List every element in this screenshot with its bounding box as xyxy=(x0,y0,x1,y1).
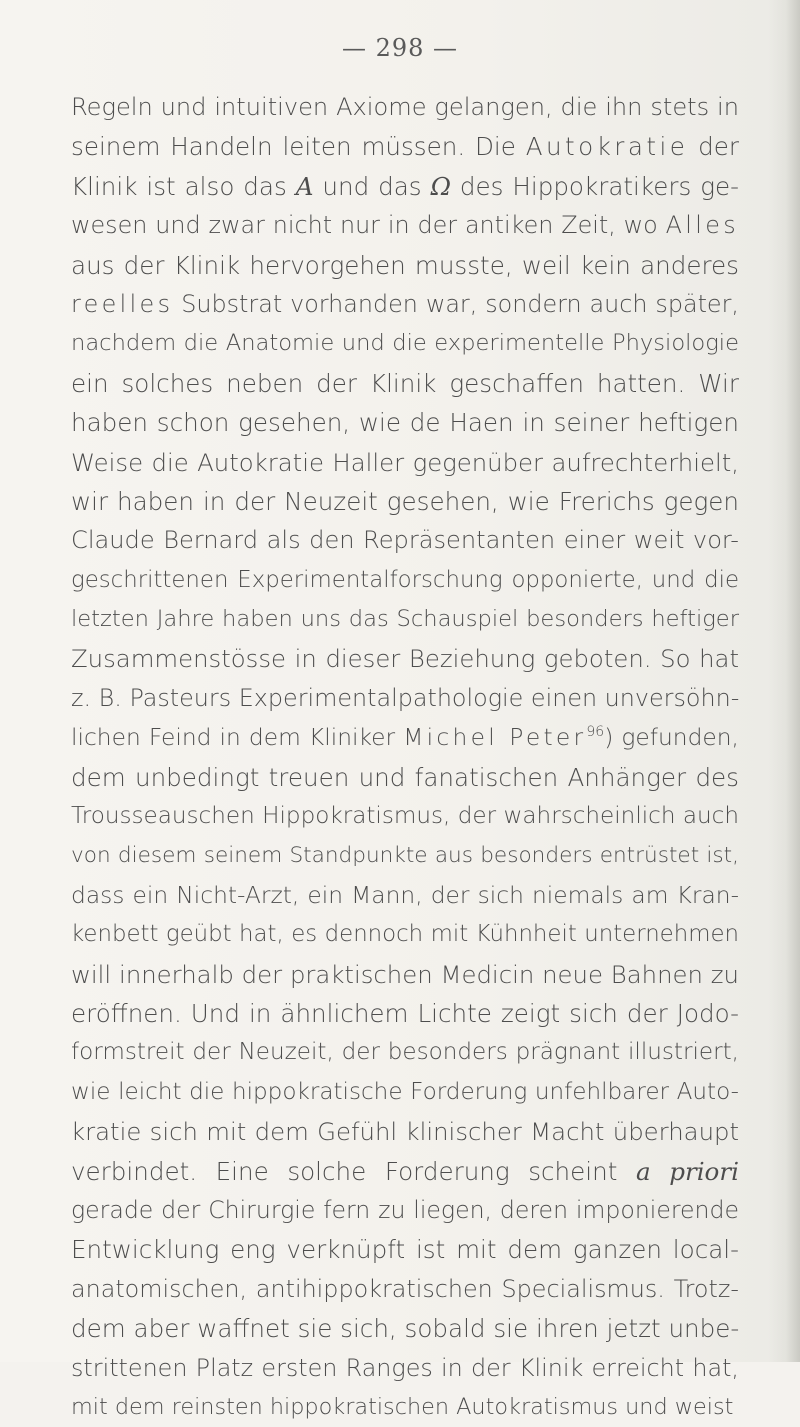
text-line xyxy=(71,1152,739,1191)
text-line: aus der Klinik hervorgehen musste, weil kein anderes xyxy=(71,250,739,280)
text-line: kenbett geübt hat, es dennoch mit Kühnheit unternehmen xyxy=(71,921,739,948)
text-line: strittenen Platz ersten Ranges in der Klinik erreicht hat, xyxy=(71,1353,739,1382)
text-span: ) gefunden, xyxy=(604,723,739,752)
page-number: — 298 — xyxy=(341,34,459,62)
text-line: Entwicklung eng verknüpft ist mit dem ganzen local- xyxy=(71,1235,739,1265)
text-line: wie leicht die hippokratische Forderung unfehlbarer Auto- xyxy=(71,1078,739,1105)
text-span: und das xyxy=(313,171,431,201)
body-text xyxy=(71,88,739,1427)
text-span: seinem Handeln leiten müssen. Die xyxy=(71,132,526,162)
text-span: Klinik ist also das xyxy=(71,171,296,201)
footnote-reference: 96 xyxy=(586,724,605,741)
text-span: Substrat vorhanden war, sondern auch später, xyxy=(173,289,739,318)
text-line: Regeln und intuitiven Axiome gelangen, die ihn stets in xyxy=(71,93,739,121)
italic-letter: A xyxy=(295,171,314,201)
text-span: wesen und zwar nicht nur in der antiken Zeit, wo xyxy=(71,211,666,240)
text-line: geschrittenen Experimentalforschung opponierte, und die xyxy=(71,566,739,593)
text-line: nachdem die Anatomie und die experimentelle Physiologie xyxy=(71,330,739,357)
text-line: anatomischen, antihippokratischen Specialismus. Trotz- xyxy=(71,1274,739,1303)
text-line: Trousseauschen Hippokratismus, der wahrscheinlich auch xyxy=(71,803,739,830)
italic-letter: Ω xyxy=(430,171,451,201)
text-line: von diesem seinem Standpunkte aus besonders entrüstet ist, xyxy=(71,843,739,869)
text-line: dem aber waffnet sie sich, sobald sie ihren jetzt unbe- xyxy=(71,1314,740,1344)
text-line: Weise die Autokratie Haller gegenüber aufrechterhielt, xyxy=(71,447,739,477)
spaced-name: Michel Peter xyxy=(403,723,587,752)
text-line xyxy=(71,167,739,206)
text-line: z. B. Pasteurs Experimentalpathologie einen unversöhn- xyxy=(71,683,740,712)
italic-phrase: a priori xyxy=(635,1156,739,1186)
text-line: gerade der Chirurgie fern zu liegen, deren imponierende xyxy=(71,1195,739,1224)
text-line xyxy=(71,206,739,245)
text-line: dass ein Nicht-Arzt, ein Mann, der sich niemals am Kran- xyxy=(71,880,739,909)
text-span: der xyxy=(688,132,740,162)
spaced-term: reelles xyxy=(71,289,174,318)
text-line xyxy=(71,285,739,324)
text-span: verbindet. Eine solche Forderung scheint xyxy=(71,1156,636,1186)
text-span: des Hippokratikers ge- xyxy=(450,171,739,201)
text-line: wir haben in der Neuzeit gesehen, wie Frerichs gegen xyxy=(71,486,739,516)
text-line: haben schon gesehen, wie de Haen in seiner heftigen xyxy=(71,408,739,438)
text-span: lichen Feind in dem Kliniker xyxy=(71,723,404,752)
text-line: formstreit der Neuzeit, der besonders prägnant illustriert, xyxy=(71,1039,739,1066)
text-line: Claude Bernard als den Repräsentanten einer weit vor- xyxy=(71,526,739,555)
spaced-term: Autokratie xyxy=(525,132,689,162)
text-line: mit dem reinsten hippokratischen Autokratismus und weist xyxy=(71,1393,734,1420)
text-line: dem unbedingt treuen und fanatischen Anhänger des xyxy=(71,762,739,792)
text-line: will innerhalb der praktischen Medicin neue Bahnen zu xyxy=(71,959,739,989)
page-edge-shadow xyxy=(786,0,800,1362)
spaced-term: Alles xyxy=(665,211,739,240)
text-line: eröffnen. Und in ähnlichem Lichte zeigt sich der Jodo- xyxy=(71,998,739,1028)
text-line: Zusammenstösse in dieser Beziehung geboten. So hat xyxy=(71,644,739,674)
text-line: kratie sich mit dem Gefühl klinischer Macht überhaupt xyxy=(71,1117,739,1147)
text-line: ein solches neben der Klinik geschaffen hatten. Wir xyxy=(71,368,739,398)
text-line: letzten Jahre haben uns das Schauspiel besonders heftiger xyxy=(71,606,739,633)
text-line xyxy=(71,127,739,166)
text-line xyxy=(71,718,739,757)
